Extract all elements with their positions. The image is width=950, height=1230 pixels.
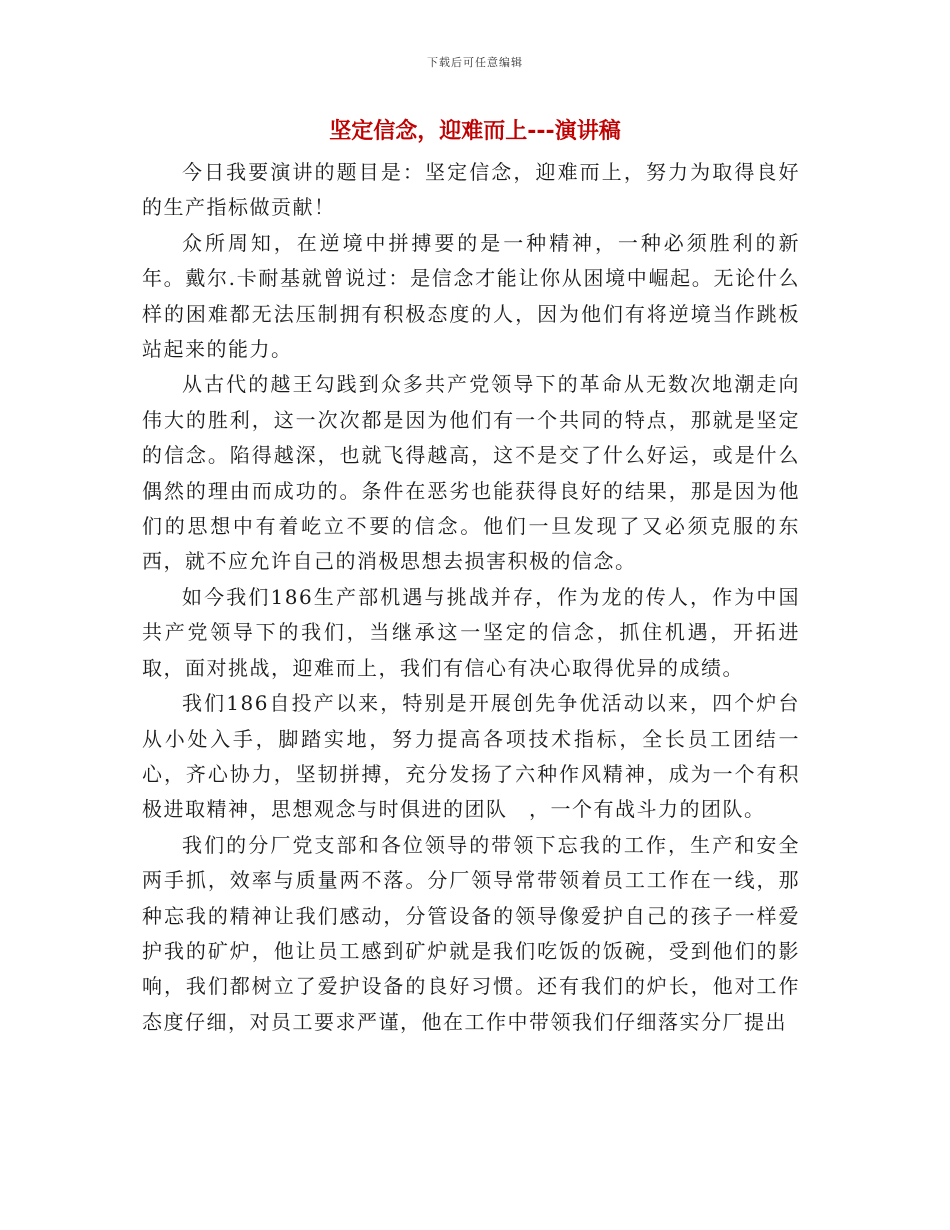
- document-body: [142, 155, 800, 1040]
- document-title: 坚定信念，迎难而上---演讲稿: [329, 119, 621, 144]
- header-note: 下载后可任意编辑: [427, 56, 523, 69]
- paragraph: 我们的分厂党支部和各位领导的带领下忘我的工作，生产和安全两手抓，效率与质量两不落。分厂领导常带领着员工工作在一线，那种忘我的精神让我们感动，分管设备的领导像爱护自己的孩子一样爱护我的矿炉，他让员工感到矿炉就是我们吃饭的饭碗，受到他们的影响，我们都树立了爱护设备的良好习惯。还有我们的炉长，他对工作态度仔细，对员工要求严谨，他在工作中带领我们仔细落实分厂提出: [142, 832, 800, 1034]
- paragraph: 从古代的越王勾践到众多共产党领导下的革命从无数次地潮走向伟大的胜利，这一次次都是因为他们有一个共同的特点，那就是坚定的信念。陷得越深，也就飞得越高，这不是交了什么好运，或是什么偶然的理由而成功的。条件在恶劣也能获得良好的结果，那是因为他们的思想中有着屹立不要的信念。他们一旦发现了又必须克服的东西，就不应允许自己的消极思想去损害积极的信念。: [142, 372, 800, 574]
- paragraph: 我们186自投产以来，特别是开展创先争优活动以来，四个炉台从小处入手，脚踏实地，努力提高各项技术指标，全长员工团结一心，齐心协力，坚韧拼搏，充分发扬了六种作风精神，成为一个有积极进取精神，思想观念与时俱进的团队 ，一个有战斗力的团队。: [142, 691, 800, 822]
- paragraph: 今日我要演讲的题目是：坚定信念，迎难而上，努力为取得良好的生产指标做贡献！: [142, 160, 800, 220]
- paragraph: 如今我们186生产部机遇与挑战并存，作为龙的传人，作为中国共产党领导下的我们，当继承这一坚定的信念，抓住机遇，开拓进取，面对挑战，迎难而上，我们有信心有决心取得优异的成绩。: [142, 584, 800, 680]
- paragraph: 众所周知，在逆境中拼搏要的是一种精神，一种必须胜利的新年。戴尔.卡耐基就曾说过：是信念才能让你从困境中崛起。无论什么样的困难都无法压制拥有积极态度的人，因为他们有将逆境当作跳板站起来的能力。: [142, 230, 800, 362]
